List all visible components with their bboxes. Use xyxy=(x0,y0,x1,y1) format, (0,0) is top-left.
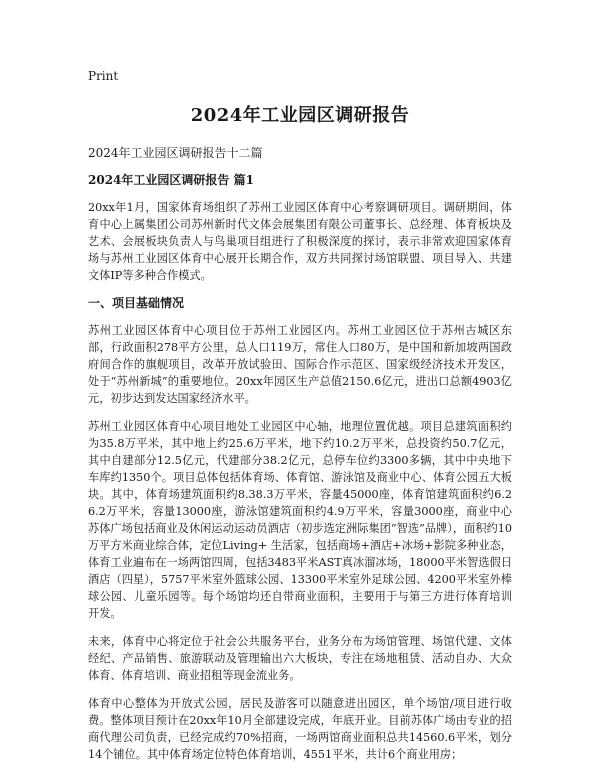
paragraph-future-positioning: 未来，体育中心将定位于社会公共服务平台，业务分布为场馆管理、场馆代建、文体经纪、产品销售、旅游联动及管理输出六大板块，专注在场地租赁、活动自办、大众体育、体育培训、商业招租等现金流业务。 xyxy=(88,635,512,682)
paragraph-location: 苏州工业园区体育中心项目位于苏州工业园区内。苏州工业园区位于苏州古城区东部，行政面积278平方公里，总人口119万，常住人口80万，是中国和新加坡两国政府间合作的旗舰项目，改革开放试验田、国际合作示范区、国家级经济技术开发区，处于“苏州新城”的重要地位。20xx年园区生产总值2150.6亿元，进出口总额4903亿元，初步达到发达国家经济水平。 xyxy=(88,324,512,405)
heading-project-basics: 一、项目基础情况 xyxy=(88,296,185,310)
print-link[interactable]: Print xyxy=(88,69,119,83)
document-title: 2024年工业园区调研报告 xyxy=(190,105,410,126)
paragraph-intro: 20xx年1月，国家体育场组织了苏州工业园区体育中心考察调研项目。调研期间，体育中心上属集团公司苏州新时代文体会展集团有限公司董事长、总经理、体育板块及艺术、会展板块负责人与鸟巢项目组进行了积极深度的探讨，表示非常欢迎国家体育场与苏州工业园区体育中心展开长期合作，双方共同探讨场馆联盟、项目导入、共建文体IP等多种合作模式。 xyxy=(88,201,512,282)
section-title: 2024年工业园区调研报告 篇1 xyxy=(88,173,254,187)
document-subtitle: 2024年工业园区调研报告十二篇 xyxy=(88,146,263,160)
paragraph-operations: 体育中心整体为开放式公园，居民及游客可以随意进出园区，单个场馆/项目进行收费。整体项目预计在20xx年10月全部建设完成，年底开业。目前苏体广场由专业的招商代理公司负责，已经完成约70%招商，一场两馆商业面积总共14560.6平米，划分14个铺位。其中体育场定位特色体育培训，4551平米，共计6个商业用房； xyxy=(88,697,512,761)
paragraph-project-scale: 苏州工业园区体育中心项目地处工业园区中心轴，地理位置优越。项目总建筑面积约为35.8万平米，其中地上约25.6万平米，地下约10.2万平米，总投资约50.7亿元，其中自建部分12.5亿元，代建部分38.2亿元，总停车位约3300多辆，其中中央地下车库约1350个。项目总体包括体育场、体育馆、游泳馆及商业中心、体育公园五大板块。其中，体育场建筑面积约8.38.3万平米，容量45000座，体育馆建筑面积约6.26.2万平米，容量13000座，游泳馆建筑面积约4.9万平米，容量3000座，商业中心苏体广场包括商业及休闲运动运动员酒店（初步选定洲际集团“智选”品牌），面积约10万平方米商业综合体，定位Living+ 生活家，包括商场+酒店+冰场+影院多种业态，体育工业遍布在一场两馆四周，包括3483平米AST真冰溜冰场，18000平米智选假日酒店（四星），5757平米室外篮球公园、13300平米室外足球公园、4200平米室外棒球公园、儿童乐园等。每个场馆均还自带商业面积，主要用于与第三方进行体育培训开发。 xyxy=(88,420,512,620)
